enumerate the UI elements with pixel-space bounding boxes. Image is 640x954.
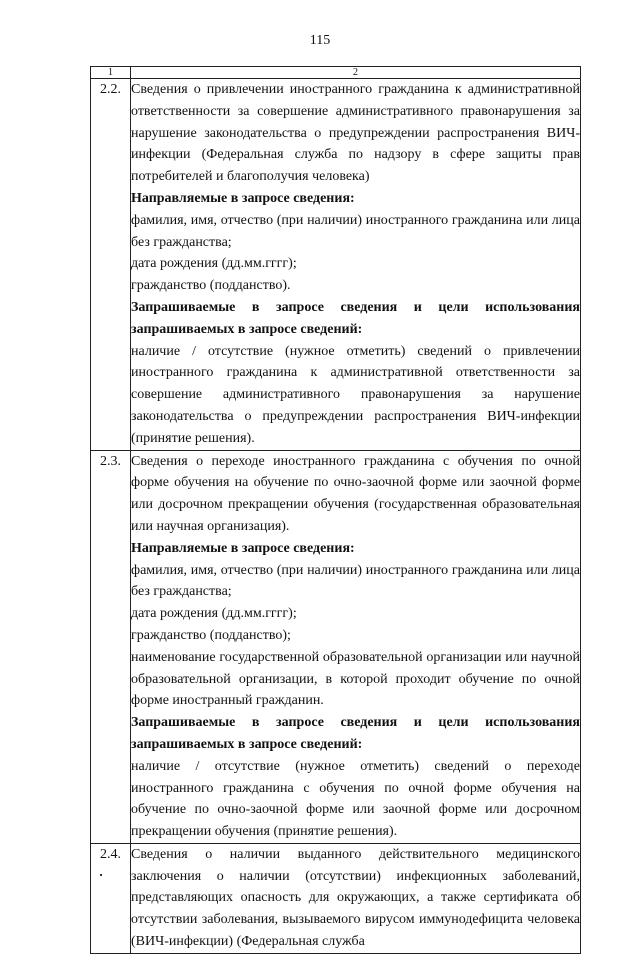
paragraph-heading: Направляемые в запросе сведения: [131,190,355,206]
table-row [91,79,581,451]
paragraph: гражданство (подданство); [131,627,291,643]
table-row [91,843,581,953]
table-header-row [91,67,581,79]
paragraph: наименование государственной образовательной организации или научной образовательной организации, в которой проходит обучение по очной форме иностранный гражданин. [131,649,580,709]
paragraph-heading: Запрашиваемые в запросе сведения и цели использования запрашиваемых в запросе сведений: [131,715,580,752]
row-text [131,450,581,843]
row-text [131,843,581,953]
paragraph: фамилия, имя, отчество (при наличии) иностранного гражданина или лица без гражданства; [131,212,580,250]
page-number: 115 [309,33,331,48]
paragraph-heading: Направляемые в запросе сведения: [131,540,355,556]
row-number: 2.4. [91,843,131,953]
paragraph: гражданство (подданство). [131,278,291,294]
header-col-1: 1 [91,67,131,79]
row-number: 2.2. [91,79,131,451]
paragraph: наличие / отсутствие (нужное отметить) сведений о привлечении иностранного гражданина к административной ответственности за совершение административного правонарушения за нарушение законодательства о предупреждении распространения ВИЧ-инфекции (принятие решения). [131,343,580,446]
paragraph: дата рождения (дд.мм.гггг); [131,256,297,272]
paragraph: Сведения о привлечении иностранного гражданина к административной ответственности за совершение административного правонарушения за нарушение законодательства о предупреждении распространения ВИЧ-инфекции (Федеральная служба по надзору в сфере защиты прав потребителей и благополучия человека) [131,82,580,185]
header-col-2: 2 [131,67,581,79]
paragraph: Сведения о переходе иностранного гражданина с обучения по очной форме обучения на обучение по очно-заочной форме или заочной форме или досрочном прекращении обучения (государственная образовательная или научная организация). [131,453,580,534]
row-text [131,79,581,451]
row-number: 2.3. [91,450,131,843]
paragraph: фамилия, имя, отчество (при наличии) иностранного гражданина или лица без гражданства; [131,562,580,600]
document-table [90,66,581,954]
paragraph-heading: Запрашиваемые в запросе сведения и цели использования запрашиваемых в запросе сведений: [131,299,580,337]
scan-speck [100,874,102,876]
table-row [91,450,581,843]
paragraph: наличие / отсутствие (нужное отметить) сведений о переходе иностранного гражданина с обучения по очной форме обучения на обучение по очно-заочной форме или заочной форме или досрочном прекращении обучения (принятие решения). [131,758,580,840]
paragraph: дата рождения (дд.мм.гггг); [131,606,297,622]
paragraph: Сведения о наличии выданного действительного медицинского заключения о наличии (отсутствии) инфекционных заболеваний, представляющих опасность для окружающих, а также сертификата об отсутствии заболевания, вызываемого вирусом иммунодефицита человека (ВИЧ-инфекции) (Федеральная служба [131,846,580,950]
